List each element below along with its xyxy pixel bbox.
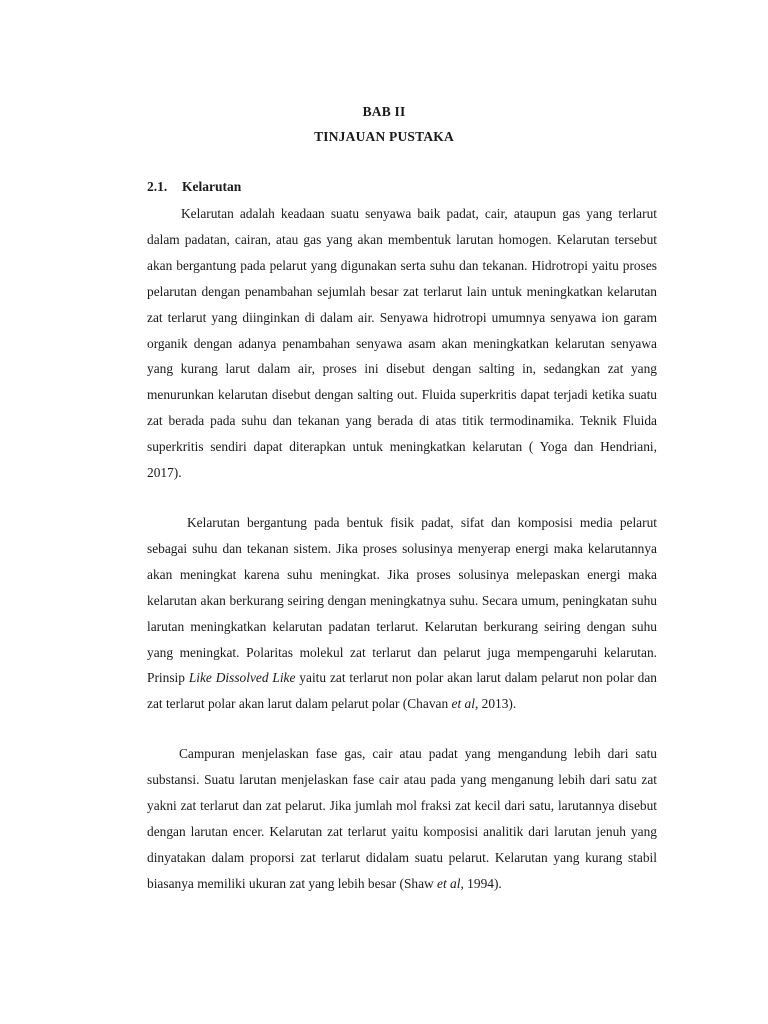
- paragraph-2-italic-phrase: Like Dissolved Like: [188, 670, 296, 686]
- paragraph-3: [147, 741, 657, 896]
- section-number: 2.1.: [147, 179, 168, 194]
- paragraph-2-citation-end: , 2013).: [474, 696, 517, 712]
- paragraph-2: [147, 510, 657, 717]
- chapter-title: TINJAUAN PUSTAKA: [314, 129, 454, 144]
- paragraph-3-citation-end: , 1994).: [460, 875, 502, 891]
- paragraph-3-et-al: et al: [437, 875, 461, 891]
- paragraph-1: Kelarutan adalah keadaan suatu senyawa baik padat, cair, ataupun gas yang terlarut dalam padatan, cairan, atau gas yang akan membentuk larutan homogen. Kelarutan tersebut akan bergantung pada pelarut yang digunakan serta suhu dan tekanan. Hidrotropi yaitu proses pelarutan dengan penambahan sejumlah besar zat terlarut lain untuk meningkatkan kelarutan zat terlarut yang diinginkan di dalam air. Senyawa hidrotropi umumnya senyawa ion garam organik dengan adanya penambahan senyawa asam akan meningkatkan kelarutan senyawa yang kurang larut dalam air, proses ini disebut dengan salting in, sedangkan zat yang menurunkan kelarutan disebut dengan salting out. Fluida superkritis dapat terjadi ketika suatu zat berada pada suhu dan tekanan yang berada di atas titik termodinamika. Teknik Fluida superkritis sendiri dapat diterapkan untuk meningkatkan kelarutan ( Yoga dan Hendriani, 2017).: [147, 206, 657, 481]
- paragraph-2-text: Kelarutan bergantung pada bentuk fisik padat, sifat dan komposisi media pelarut sebagai suhu dan tekanan sistem. Jika proses solusinya menyerap energi maka kelarutannya akan meningkat karena suhu meningkat. Jika proses solusinya melepaskan energi maka kelarutan akan berkurang seiring dengan meningkatnya suhu. Secara umum, peningkatan suhu larutan meningkatkan kelarutan padatan terlarut. Kelarutan berkurang seiring dengan suhu yang meningkat. Polaritas molekul zat terlarut dan pelarut juga mempengaruhi kelarutan. Prinsip: [147, 515, 657, 686]
- section-title: Kelarutan: [182, 179, 242, 194]
- chapter-number: BAB II: [362, 104, 406, 119]
- paragraph-2-et-al: et al: [451, 696, 475, 712]
- paragraph-2-text-continued: yaitu zat terlarut non polar akan larut dalam pelarut non polar dan zat terlarut polar akan larut dalam pelarut polar (Chavan: [147, 670, 658, 712]
- section-heading: [147, 179, 241, 195]
- paragraph-3-text: Campuran menjelaskan fase gas, cair atau padat yang mengandung lebih dari satu substansi. Suatu larutan menjelaskan fase cair atau pada yang menganung lebih dari satu zat yakni zat terlarut dan zat pelarut. Jika jumlah mol fraksi zat kecil dari satu, larutannya disebut dengan larutan encer. Kelarutan zat terlarut yaitu komposisi analitik dari larutan jenuh yang dinyatakan dalam proporsi zat terlarut didalam suatu pelarut. Kelarutan yang kurang stabil biasanya memiliki ukuran zat yang lebih besar (Shaw: [147, 746, 657, 891]
